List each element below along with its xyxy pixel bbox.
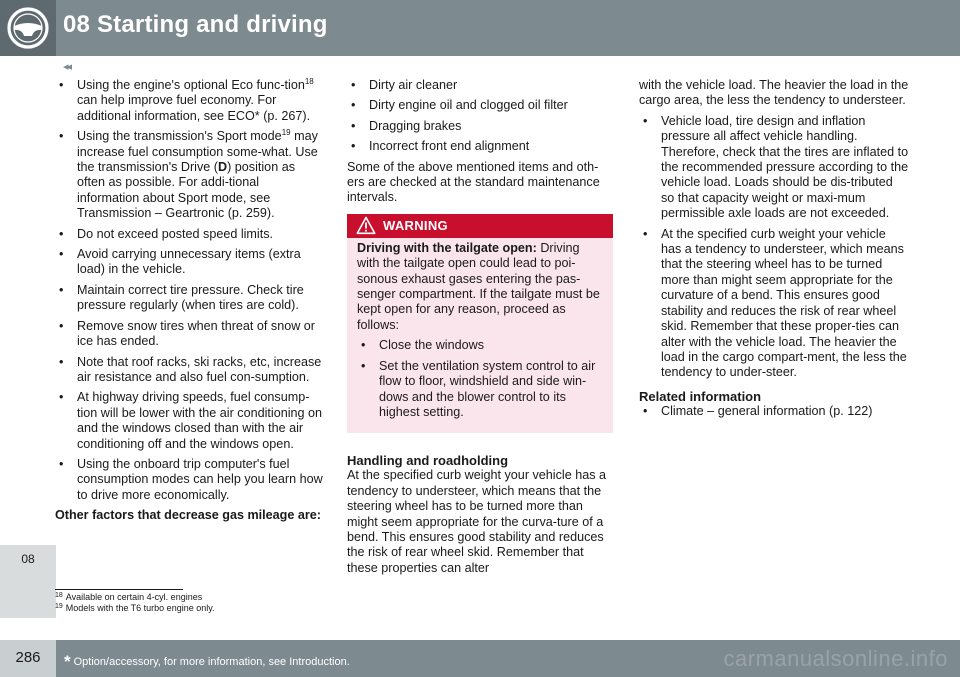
list-item: • Dragging brakes <box>351 118 462 133</box>
bullet: • <box>351 139 356 154</box>
list-item: • Incorrect front end alignment <box>351 139 530 154</box>
bullet: • <box>361 358 366 373</box>
warning-body <box>347 238 613 433</box>
steering-wheel-icon <box>5 5 51 51</box>
bullet: • <box>351 78 356 92</box>
handling-list <box>639 114 909 381</box>
warning-header <box>347 214 613 238</box>
watermark: carmanualsonline.info <box>723 646 948 671</box>
footnote-ref-18[interactable]: 18 <box>304 77 314 86</box>
subheading: Other factors that decrease gas mileage are: <box>55 508 321 523</box>
bullet: • <box>643 113 648 128</box>
handling-paragraph: At the specified curb weight your vehicle has a tendency to understeer, which means that the steering wheel has to be turned more than might seem appropriate for the curva-ture of a bend. This ensures good stability and reduces the risk of rear wheel skid. Remember that these properties can alter <box>347 468 607 575</box>
bullet: • <box>59 456 64 471</box>
footnote-ref-19[interactable]: 19 <box>281 128 291 138</box>
list-item: • Dirty engine oil and clogged oil filter <box>351 98 568 113</box>
page-footer <box>0 640 960 677</box>
list-item: • Remove snow tires when threat of snow or ice has ended. <box>59 318 315 349</box>
continued-paragraph: with the vehicle load. The heavier the load in the cargo area, the less the tendency to understeer. <box>639 78 909 108</box>
footnote-19: $^{19}$ Models with the T6 turbo engine only. <box>55 603 215 613</box>
warning-title: WARNING <box>383 217 448 233</box>
list-item: • Using the transmission's Sport mode$^{19}$ may increase fuel consumption some-what. Use the transmission's Drive (D) position as often as possible. For addi-tional information about Sport mode, see Transmission – Geartronic (p. 259). <box>59 128 318 221</box>
column-1 <box>55 78 323 529</box>
page-header <box>0 0 960 56</box>
list-item: • At highway driving speeds, fuel consump-tion will be lower with the air conditioning on and the windows closed than with the air conditioning off and the windows open. <box>59 390 323 451</box>
list-item: • Note that roof racks, ski racks, etc, increase air resistance and also fuel con-sumption. <box>59 354 322 384</box>
page-number: 286 <box>15 649 41 666</box>
section-heading: Handling and roadholding <box>347 453 509 469</box>
footnote-18: $^{18}$ Available on certain 4-cyl. engines <box>55 592 203 602</box>
fuel-economy-tips-list <box>55 78 323 503</box>
list-item: • Do not exceed posted speed limits. <box>59 226 274 241</box>
page-title: 08 Starting and driving <box>63 11 328 38</box>
warning-triangle-icon <box>356 216 376 235</box>
bullet: • <box>59 354 64 369</box>
footnote-divider <box>55 589 183 590</box>
bullet: • <box>59 282 64 297</box>
list-item: • Using the engine's optional Eco func-tion$^{18}$ can help improve fuel economy. For additional information, see ECO* (p. 267). <box>59 77 314 123</box>
list-item: • Close the windows <box>361 338 484 353</box>
column-2 <box>347 78 613 581</box>
bullet: • <box>351 98 356 113</box>
list-item: • Vehicle load, tire design and inflation pressure all affect vehicle handling. Therefore, check that the tires are inflated to the recommended pressure according to the vehicle load. Loads should be dis-tributed so that capacity weight or maxi-mum permissible axle loads are not exceeded. <box>643 113 909 221</box>
header-logo <box>0 0 56 56</box>
previous-page-arrows[interactable]: ◂◂ <box>63 61 71 73</box>
list-item: • At the specified curb weight your vehicle has a tendency to understeer, which means that the steering wheel has to be turned more than might seem appropriate for the curvature of a bend. This ensures good stability and reduces the risk of rear wheel skid. Remember that these proper-ties can alter with the vehicle load. The heavier the load in the cargo compart-ment, the less the tendency to under-steer. <box>643 226 907 380</box>
related-information-heading: Related information <box>639 388 762 404</box>
related-links-list <box>639 404 909 419</box>
bullet: • <box>361 338 366 353</box>
bullet: • <box>351 118 356 133</box>
bullet: • <box>59 318 64 333</box>
bullet: • <box>59 390 64 405</box>
bullet: • <box>59 78 64 92</box>
list-item: • Using the onboard trip computer's fuel consumption modes can help you learn how to drive more economically. <box>59 456 323 502</box>
warning-steps-list <box>357 338 603 420</box>
list-item: • Set the ventilation system control to air flow to floor, windshield and side win-dows and the blower control to its highest setting. <box>361 358 596 419</box>
column-3 <box>639 78 909 424</box>
bullet: • <box>643 226 648 241</box>
asterisk-icon: * <box>64 652 71 671</box>
related-link[interactable]: • Climate – general information (p. 122) <box>643 403 873 418</box>
maintenance-paragraph: Some of the above mentioned items and oth-ers are checked at the standard maintenance intervals. <box>347 159 600 205</box>
bullet: • <box>643 403 648 418</box>
bullet: • <box>59 247 64 262</box>
gas-mileage-factors-list <box>347 78 613 155</box>
side-tab <box>0 56 56 618</box>
footer-note: * Option/accessory, for more information, see Introduction. <box>64 652 350 671</box>
list-item: • Dirty air cleaner <box>351 78 458 92</box>
list-item: • Maintain correct tire pressure. Check tire pressure regularly (when tires are cold). <box>59 282 304 313</box>
footnotes <box>55 592 215 614</box>
warning-text: Driving with the tailgate open: Driving with the tailgate open could lead to poi-sonous exhaust gases entering the pas-senger compartment. If the tailgate must be kept open for any reason, proceed as follows: <box>357 240 600 332</box>
chapter-tab-label: 08 <box>21 552 35 566</box>
list-item: • Avoid carrying unnecessary items (extra load) in the vehicle. <box>59 247 301 277</box>
warning-box <box>347 214 613 433</box>
bullet: • <box>59 129 64 144</box>
bullet: • <box>59 226 64 241</box>
